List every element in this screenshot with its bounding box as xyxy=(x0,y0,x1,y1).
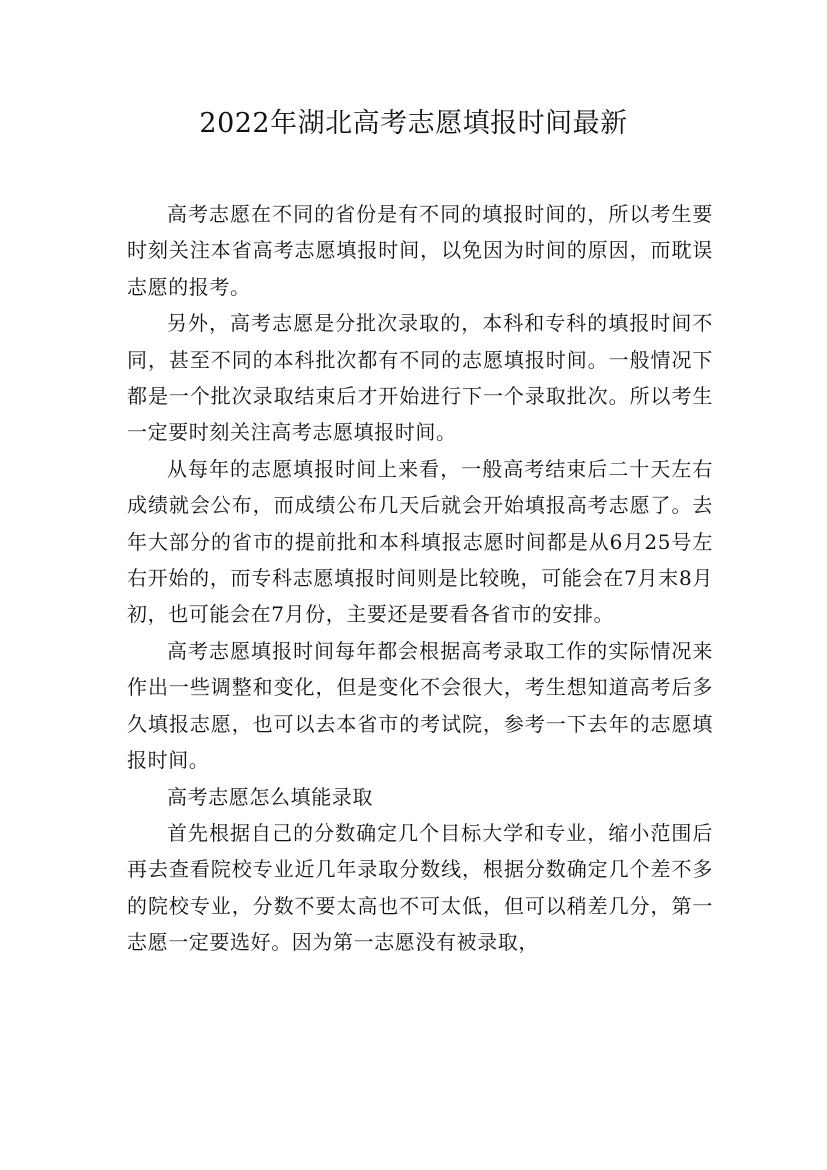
paragraph-batches: 另外，高考志愿是分批次录取的，本科和专科的填报时间不同，甚至不同的本科批次都有不同的志愿填报时间。一般情况下都是一个批次录取结束后才开始进行下一个录取批次。所以考生一定要时刻关注高考志愿填报时间。 xyxy=(127,311,713,445)
paragraph-strategy: 首先根据自己的分数确定几个目标大学和专业，缩小范围后再去查看院校专业近几年录取分数线，根据分数确定几个差不多的院校专业，分数不要太高也不可太低，但可以稍差几分，第一志愿一定要选好。因为第一志愿没有被录取， xyxy=(127,820,713,955)
document-title: 2022年湖北高考志愿填报时间最新 xyxy=(199,108,628,139)
section-heading: 高考志愿怎么填能录取 xyxy=(167,784,373,809)
paragraph-adjustments: 高考志愿填报时间每年都会根据高考录取工作的实际情况来作出一些调整和变化，但是变化不会很大，考生想知道高考后多久填报志愿，也可以去本省市的考试院，参考一下去年的志愿填报时间。 xyxy=(127,638,713,773)
paragraph-timing: 从每年的志愿填报时间上来看，一般高考结束后二十天左右成绩就会公布，而成绩公布几天后就会开始填报高考志愿了。去年大部分的省市的提前批和本科填报志愿时间都是从6月25号左右开始的，而专科志愿填报时间则是比较晚，可能会在7月末8月初，也可能会在7月份，主要还是要看各省市的安排。 xyxy=(127,456,713,627)
document-body xyxy=(127,196,713,961)
paragraph-intro: 高考志愿在不同的省份是有不同的填报时间的，所以考生要时刻关注本省高考志愿填报时间，以免因为时间的原因，而耽误志愿的报考。 xyxy=(127,202,713,299)
